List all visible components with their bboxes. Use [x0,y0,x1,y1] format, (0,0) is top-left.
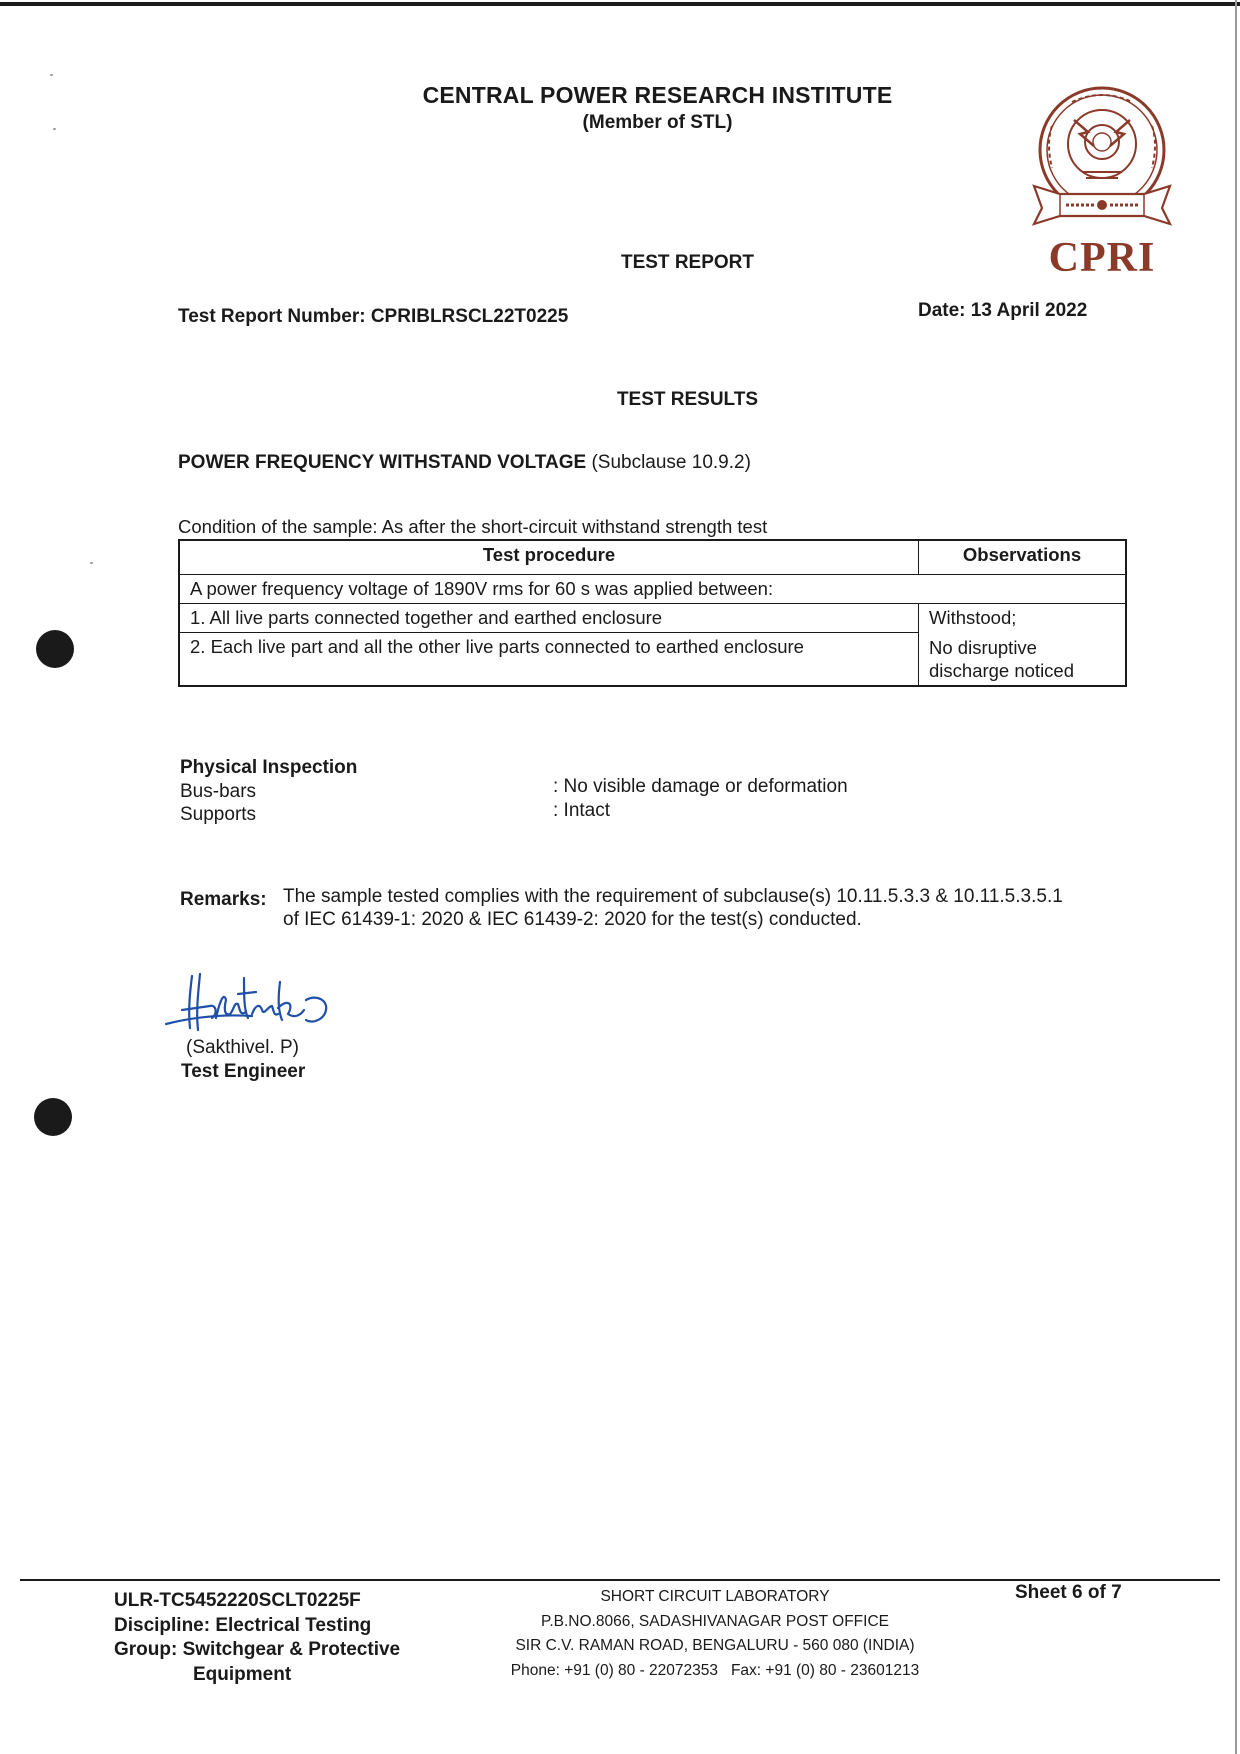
report-title: TEST REPORT [620,252,754,273]
procedure-cell: 2. Each live part and all the other live parts connected to earthed enclosure [179,633,919,686]
institute-subtitle: (Member of STL) [582,112,733,133]
table-header-observations: Observations [919,540,1127,575]
scan-speck [90,562,93,564]
footer-address-1: P.B.NO.8066, SADASHIVANAGAR POST OFFICE [540,1612,889,1630]
remarks-line-1: The sample tested complies with the requirement of subclause(s) 10.11.5.3.3 & 10.11.5.3.5.1 [283,886,1063,907]
report-number: Test Report Number: CPRIBLRSCL22T0225 [178,306,569,327]
inspection-label-busbars: Bus-bars [180,781,257,802]
cpri-logo-text: CPRI [1048,235,1156,281]
footer-rule [20,1579,1220,1581]
footer-discipline: Discipline: Electrical Testing [114,1614,372,1636]
procedure-cell: 1. All live parts connected together and earthed enclosure [179,604,919,633]
remarks-line-2: of IEC 61439-1: 2020 & IEC 61439-2: 2020 for the test(s) conducted. [283,909,862,930]
results-heading: TEST RESULTS [616,389,759,410]
inspection-value-supports: : Intact [553,800,611,821]
test-name: POWER FREQUENCY WITHSTAND VOLTAGE [178,452,587,473]
observation-cell: No disruptive discharge noticed [919,633,1127,686]
engineer-title: Test Engineer [181,1061,306,1082]
inspection-value-busbars: : No visible damage or deformation [553,776,848,797]
table-row [179,633,1126,686]
footer-address-2: SIR C.V. RAMAN ROAD, BENGALURU - 560 080 (INDIA) [515,1637,915,1654]
top-edge-rule [0,2,1240,6]
table-header-row [179,540,1126,575]
footer-left-block [114,1589,400,1687]
footer-group: Group: Switchgear & Protective [114,1639,401,1660]
punch-hole-lower [34,1098,72,1136]
table-row [179,604,1126,633]
cpri-seal-icon [1022,84,1182,234]
inspection-title: Physical Inspection [180,757,358,778]
table-row [179,575,1126,604]
inspection-label-supports: Supports [180,804,257,825]
results-table [178,539,1127,687]
footer-group-cont: Equipment [193,1663,292,1685]
footer-lab-address [480,1585,950,1683]
footer-ulr: ULR-TC5452220SCLT0225F [114,1590,361,1611]
report-date: Date: 13 April 2022 [918,300,1088,321]
observation-cell: Withstood; [919,604,1127,633]
institute-name: CENTRAL POWER RESEARCH INSTITUTE [422,82,893,108]
footer-lab-name: SHORT CIRCUIT LABORATORY [600,1588,830,1605]
scan-speck [50,74,53,76]
footer-contact: Phone: +91 (0) 80 - 22072353 Fax: +91 (0) 80 - 23601213 [510,1661,920,1679]
right-edge-rule [1235,0,1237,1754]
engineer-name: (Sakthivel. P) [186,1037,299,1058]
test-subclause: (Subclause 10.9.2) [591,452,751,473]
scan-speck [53,128,56,130]
test-name-line [178,452,751,474]
sample-condition: Condition of the sample: As after the short-circuit withstand strength test [178,516,768,537]
footer-sheet-number: Sheet 6 of 7 [1015,1582,1122,1603]
punch-hole-upper [36,630,74,668]
remarks-label: Remarks: [180,889,267,910]
table-header-procedure: Test procedure [179,540,919,575]
signature-icon [160,970,335,1036]
table-intro-cell: A power frequency voltage of 1890V rms for 60 s was applied between: [179,575,1126,604]
